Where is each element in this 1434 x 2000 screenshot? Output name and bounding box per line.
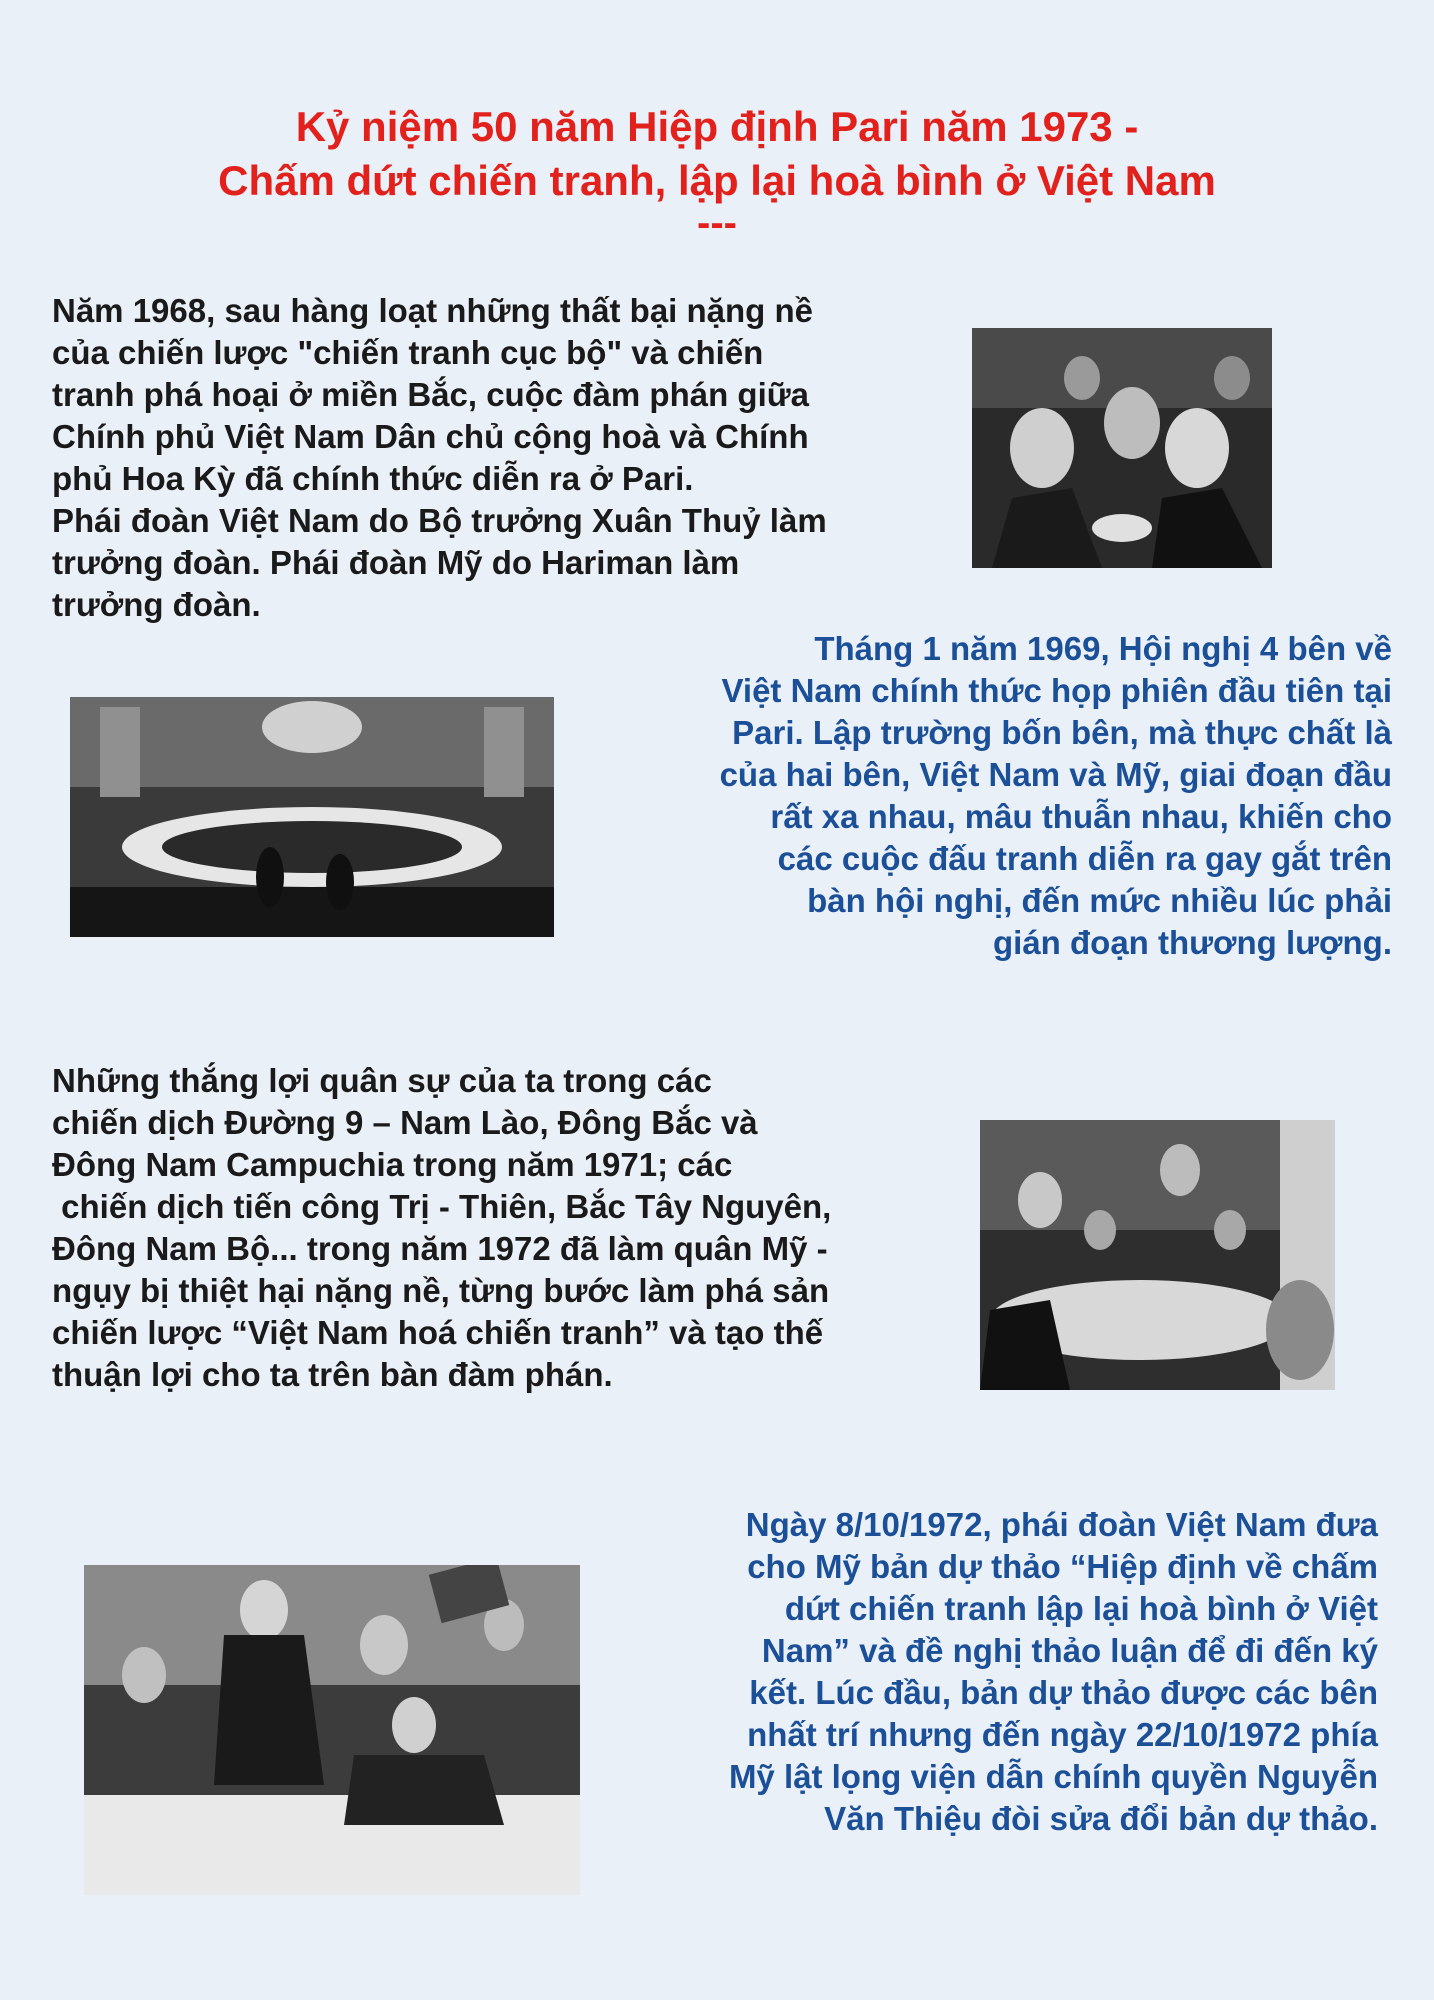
text-line: Pari. Lập trường bốn bên, mà thực chất là	[732, 714, 1392, 751]
text-line: thuận lợi cho ta trên bàn đàm phán.	[52, 1356, 613, 1393]
text-line: kết. Lúc đầu, bản dự thảo được các bên	[749, 1674, 1378, 1711]
text-line: ngụy bị thiệt hại nặng nề, từng bước làm phá sản	[52, 1272, 830, 1309]
text-line: chiến dịch Đường 9 – Nam Lào, Đông Bắc và	[52, 1104, 758, 1141]
text-line: Những thắng lợi quân sự của ta trong các	[52, 1062, 712, 1099]
text-line: Việt Nam chính thức họp phiên đầu tiên tại	[721, 672, 1392, 709]
text-line: trưởng đoàn.	[52, 586, 261, 623]
text-line: dứt chiến tranh lập lại hoà bình ở Việt	[784, 1590, 1378, 1627]
text-line: chiến lược “Việt Nam hoá chiến tranh” và tạo thế	[52, 1314, 824, 1351]
paragraph-military-victories	[52, 1060, 932, 1396]
text-line: Ngày 8/10/1972, phái đoàn Việt Nam đưa	[745, 1506, 1378, 1543]
text-line: Mỹ lật lọng viện dẫn chính quyền Nguyễn	[728, 1758, 1378, 1795]
text-line: Nam” và đề nghị thảo luận để đi đến ký	[761, 1632, 1378, 1669]
text-line: nhất trí nhưng đến ngày 22/10/1972 phía	[747, 1716, 1378, 1753]
title-line-2: Chấm dứt chiến tranh, lập lại hoà bình ở Việt Nam	[218, 157, 1216, 204]
title-separator: ---	[697, 201, 737, 245]
text-line: Đông Nam Campuchia trong năm 1971; các	[52, 1146, 733, 1183]
text-line: tranh phá hoại ở miền Bắc, cuộc đàm phán giữa	[52, 376, 809, 413]
text-line: các cuộc đấu tranh diễn ra gay gắt trên	[777, 840, 1392, 877]
conference-hall-photo	[70, 697, 554, 937]
text-line: trưởng đoàn. Phái đoàn Mỹ do Hariman làm	[52, 544, 740, 581]
text-line: Chính phủ Việt Nam Dân chủ cộng hoà và Chính	[52, 418, 809, 455]
text-line: Đông Nam Bộ... trong năm 1972 đã làm quân Mỹ -	[52, 1230, 828, 1267]
text-line: gián đoạn thương lượng.	[993, 924, 1392, 961]
text-line: rất xa nhau, mâu thuẫn nhau, khiến cho	[770, 798, 1392, 835]
signing-ceremony-photo	[84, 1565, 580, 1895]
text-line: bàn hội nghị, đến mức nhiều lúc phải	[807, 882, 1392, 919]
page-title	[0, 100, 1434, 245]
text-line: của chiến lược "chiến tranh cục bộ" và chiến	[52, 334, 764, 371]
paragraph-1969-conference	[600, 628, 1392, 964]
text-line: Văn Thiệu đòi sửa đổi bản dự thảo.	[824, 1800, 1378, 1837]
paragraph-1968-negotiations	[52, 290, 912, 626]
title-line-1: Kỷ niệm 50 năm Hiệp định Pari năm 1973 -	[295, 103, 1139, 150]
text-line: chiến dịch tiến công Trị - Thiên, Bắc Tây Nguyên,	[52, 1188, 832, 1225]
text-line: Phái đoàn Việt Nam do Bộ trưởng Xuân Thuỷ làm	[52, 502, 827, 539]
text-line: cho Mỹ bản dự thảo “Hiệp định về chấm	[747, 1548, 1378, 1585]
text-line: phủ Hoa Kỳ đã chính thức diễn ra ở Pari.	[52, 460, 694, 497]
paragraph-1972-draft	[600, 1504, 1378, 1840]
text-line: Năm 1968, sau hàng loạt những thất bại nặng nề	[52, 292, 814, 329]
text-line: của hai bên, Việt Nam và Mỹ, giai đoạn đầu	[719, 756, 1392, 793]
handshake-photo	[972, 328, 1272, 568]
negotiation-table-photo	[980, 1120, 1335, 1390]
text-line: Tháng 1 năm 1969, Hội nghị 4 bên về	[814, 630, 1392, 667]
